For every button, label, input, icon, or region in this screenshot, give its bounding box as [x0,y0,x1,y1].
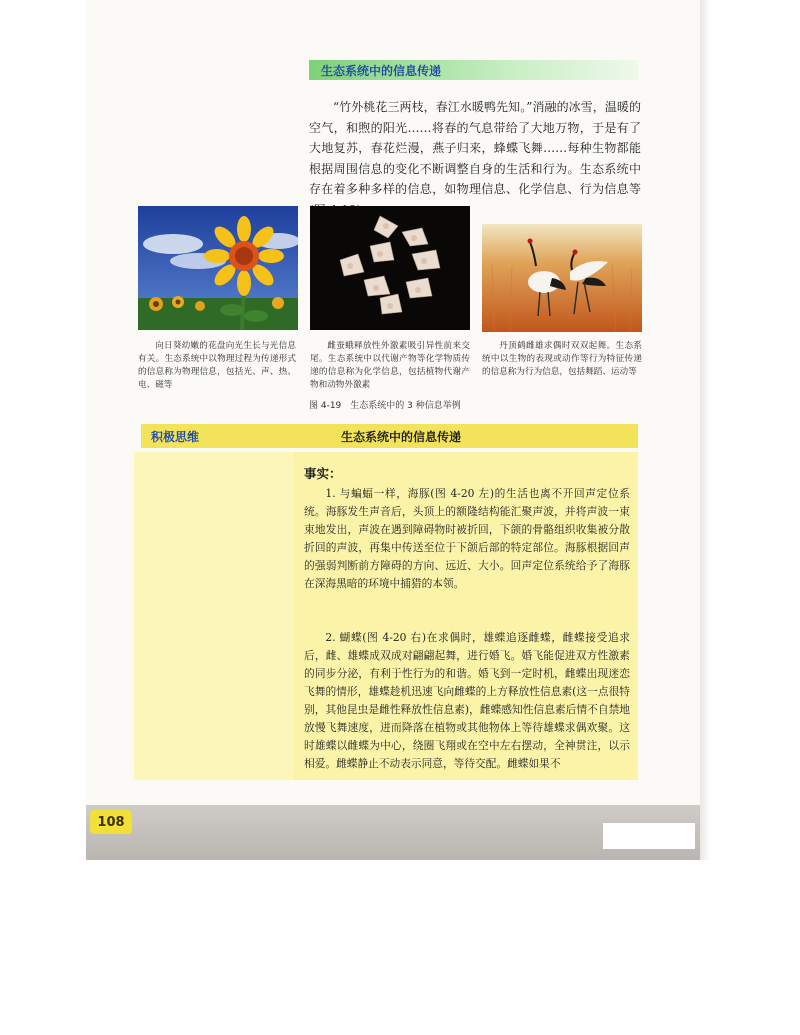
crane-caption: 丹顶鹤雌雄求偶时双双起舞。生态系统中以生物的表现或动作等行为特征传递的信息称为行为信息，包括舞蹈、运动等 [482,341,642,377]
figure-title: 图 4-19 生态系统中的 3 种信息举例 [309,401,461,411]
silkmoth-photo [310,206,470,330]
intro-paragraph: “竹外桃花三两枝，春江水暖鸭先知。”消融的冰雪，温暖的空气，和煦的阳光……将春的气息带给了大地万物，于是有了大地复苏，春花烂漫，燕子归来，蜂蝶飞舞……每种生物都能根据周围信息的变化不断调整自身的生活和行为。生态系统中存在着多种多样的信息，如物理信息、化学信息、行为信息等 [309,100,641,196]
active-thinking-box [134,452,638,780]
sunflower-photo [138,206,298,330]
sunflower-caption: 向日葵幼嫩的花盘向光生长与光信息有关。生态系统中以物理过程为传递形式的信息称为物理信息，包括光、声、热、电、磁等 [138,341,296,390]
page-number: 108 [90,810,132,834]
active-thinking-title: 生态系统中的信息传递 [341,429,462,444]
active-thinking-tag: 积极思维 [141,424,231,448]
section-header-bar [309,60,639,80]
fact-paragraph-2: 2. 蝴蝶(图 4-20 右)在求偶时，雄蝶追逐雌蝶，雌蝶接受追求后，雌、雄蝶成双成对翩翩起舞，进行婚飞。婚飞能促进双方性激素的同步分泌，有利于性行为的和谐。婚飞到一定时机，雌蝶出现迷恋飞舞的情形，雄蝶趁机迅速飞向雌蝶的上方释放性信息素(这一点很特别，其他昆虫是雌性释放性信息素)，雌蝶感知性信息素后情不自禁地放慢飞舞速度，进而降落在植物或其他物体上等待雄蝶求偶欢聚。这时雄蝶以雌蝶为中心，绕圈飞翔或在空中左右摆动，全神贯注，以示相爱。雌蝶静止不动表示同意，等待交配。雌蝶如果不 [304,631,630,770]
active-thinking-side-panel [134,452,294,780]
fact-paragraph-1: 1. 与蝙蝠一样，海豚(图 4-20 左)的生活也离不开回声定位系统。海豚发生声音后，头顶上的额隆结构能汇聚声波，并将声波一束束地发出，声波在遇到障碍物时被折回，下颌的骨骼组织收集被分散折回的声波，再集中传送至位于下颌后部的特定部位。海豚根据回声的强弱判断前方障碍的方向、远近、大小。回声定位系统给予了海豚在深海黑暗的环境中捕猎的本领。 [304,487,630,590]
crane-photo [482,224,642,332]
silkmoth-caption: 雌蚕蛾释放性外激素吸引异性前来交尾。生态系统中以代谢产物等化学物质传递的信息称为化学信息，包括植物代谢产物和动物外激素 [310,341,470,390]
section-title: 生态系统中的信息传递 [321,63,442,78]
page-edge-shadow [700,0,710,860]
facts-label: 事实： [304,466,342,481]
active-thinking-header [141,424,638,448]
bottom-white-patch [603,823,695,849]
